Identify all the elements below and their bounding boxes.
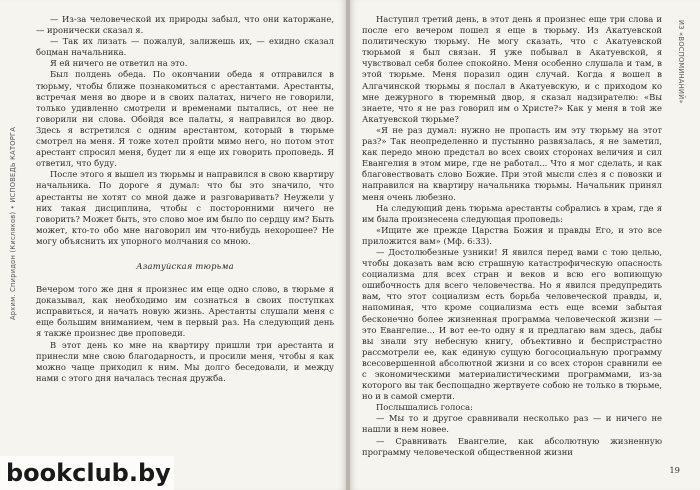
paragraph: Послышались голоса:	[376, 402, 473, 413]
left-page	[0, 0, 346, 490]
paragraph: Я ей ничего не ответил на это.	[50, 58, 188, 69]
paragraph: Вечером того же дня я произнес им еще одно слово, в тюрьме я доказывал, как необходимо им сознаться в своих поступках исправиться, и начать новую жизнь. Арестанты слушали меня с еще большим вниманием, чем в первый раз. На следующий день я также произнес две проповеди.	[36, 284, 334, 339]
paragraph: Был полдень обеда. По окончании обеда я отправился в тюрьму, чтобы ближе познакомиться с арестантами. Арестанты, встречая меня во дворе и в своих палатах, ничего не говорили, только удивленно смотрели и временами пытались, от нее не говорили ни слова. Обойдя все палаты, я направился во двор. Здесь я встретился с одним арестантом, который в тюрьме смотрел на меня. Я тоже хотел пройти мимо него, но потом этот арестант спросил меня, будет ли я еще их говорить проповедь. Я ответил, что буду.	[36, 69, 334, 169]
paragraph: «Я не раз думал: нужно не пропасть им эту тюрьму на этот раз?» Так неопределенно и пустынно развязалась, я не заметил, как передо мною предстал во всех своих сторонах величия и сил Евангелия в этом мире, где не работал... Что я мог сделать, и как благовествовать слово Божие. При этой мысли слез я с повозки и направился на квартиру начальника тюрьмы. Начальник принял меня очень любезно.	[362, 124, 662, 202]
left-text-column	[36, 14, 334, 484]
paragraph: На следующий день тюрьма арестанты собрались в храм, где я им была произнесена следующая проповедь:	[362, 202, 662, 224]
paragraph: В этот день ко мне на квартиру пришли три арестанта и принесли мне свою благодарность, и просили меня, чтобы я как можно чаще приходил к ним. Мы долго беседовали, и между нами с этого дня началась тесная дружба.	[36, 339, 334, 383]
right-running-head: ИЗ «ВОСПОМИНАНИЙ»	[677, 20, 685, 104]
right-page	[350, 0, 700, 490]
paragraph: Наступил третий день, в этот день я произнес еще три слова и после его вечером пошел я еще в тюрьму. Из Акатуевской политическую тюрьму. Не могу сказать, что с Акатуевской тюрьмой я был связан. Я уже побывал в Акатуевской, я чувствовал себя более спокойно. Меня особенно слушала и там, в этой тюрьме. Меня поразил один случай. Когда я вошел в Алгачинской тюрьмы я послал в Акатуевскую, и с приходом ко мне дежурного в тюремный двор, я сказал надзирателю: «Вы знаете, что я не раз говорил им о Христе?» Как у меня в той же Акатуевской тюрьме?	[362, 14, 662, 124]
paragraph: — Сравнивать Евангелие, как абсолютную жизненную программу человеческой общественной жизни	[362, 435, 662, 457]
section-title: Азатуйская тюрьма	[136, 260, 234, 271]
paragraph: — Так их лизать — пожалуй, залижешь их, — ехидно сказал боцман начальника.	[36, 36, 334, 58]
right-text-column	[362, 14, 662, 476]
page-number: 19	[669, 464, 680, 475]
paragraph: — Достолюбезные узники! Я явился перед вами с тою целью, чтобы доказать вам всю страшную катастрофическую опасность социализма для всех стран и веков и всю его вопиющую ошибочность для всего человечества. Но я явился предупредить вам, что этот социализм есть борьба человеческой правды, и, напоминая, что кроме социализма есть еще всеми забытая бесконечно более жизненная программа человеческой жизни — это Евангелие... И вот ее-то одну я и предлагаю вам здесь, дабы вы знали эту небесную книгу, объективно и беспристрастно рассмотрели ее, как единую сущую богосоциальную программу всесовершенной абсолютной жизни и со всех сторон сравнили ее с экономическими материалистическими программами, из-за которого вы так беспощадно жертвуете собою не только в тюрьме, но и в самой смерти.	[362, 246, 662, 402]
paragraph: После этого я вышел из тюрьмы и направился в свою квартиру начальника. По дороге я думал: что бы это значило, что арестанты не хотят со мной даже и разговаривать? Неужели у них такая дисциплина, чтобы с посторонними ничего не говорить? Может быть, это слово мое им было по сердцу им? Быть может, кто-то обо мне наговорил им что-нибудь нехорошее? Не могу объяснить их упорного молчания со мною.	[36, 169, 334, 246]
watermark-logo: bookclub.by	[0, 456, 174, 490]
left-running-head: Архим. Спиридон (Кисляков) • ИСПОВЕДЬ КАТОРГА	[9, 126, 17, 320]
paragraph: — Мы то и другое сравнивали несколько раз — и ничего не нашли в нем новее.	[362, 413, 662, 435]
paragraph: — Из-за человеческой их природы забыл, что они каторжане, — иронически сказал я.	[36, 14, 334, 36]
scripture-quote: «Ищите же прежде Царства Божия и правды Его, и это все приложится вам» (Мф. 6:33).	[362, 224, 662, 246]
